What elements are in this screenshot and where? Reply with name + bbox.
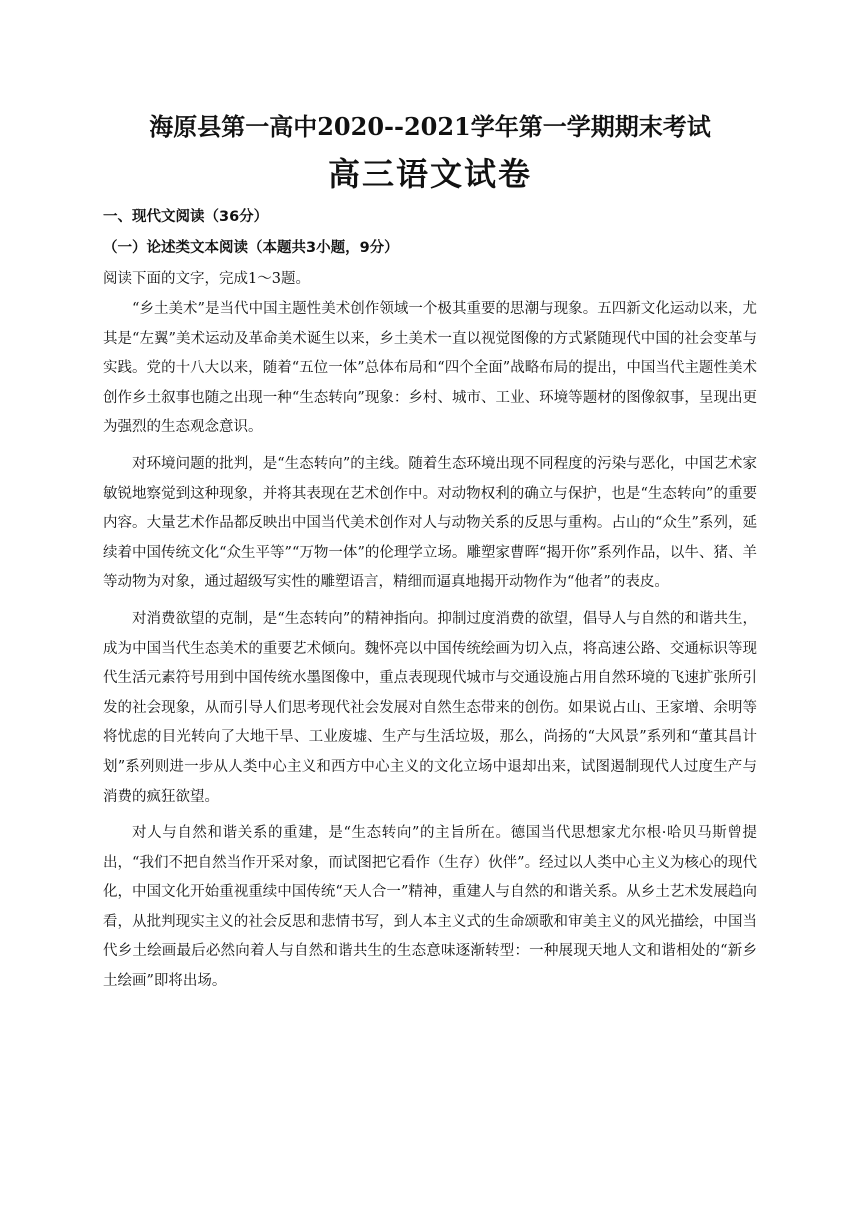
- section-heading: 一、现代文阅读（36分）: [103, 209, 269, 225]
- exam-subtitle: 高三语文试卷: [327, 155, 532, 193]
- reading-instruction: 阅读下面的文字，完成1～3题。: [103, 271, 310, 287]
- passage-paragraph-2: 对环境问题的批判，是“生态转向”的主线。随着生态环境出现不同程度的污染与恶化，中国艺术家敏锐地察觉到这种现象，并将其表现在艺术创作中。对动物权利的确立与保护，也是“生态转向”的重要内容。大量艺术作品都反映出中国当代美术创作对人与动物关系的反思与重构。占山的“众生”系列，延续着中国传统文化“众生平等”“万物一体”的伦理学立场。雕塑家曹晖“揭开你”系列作品，以牛、猪、羊等动物为对象，通过超级写实性的雕塑语言，精细而逼真地揭开动物作为“他者”的表皮。: [103, 455, 757, 591]
- passage-paragraph-3: 对消费欲望的克制，是“生态转向”的精神指向。抑制过度消费的欲望，倡导人与自然的和谐共生，成为中国当代生态美术的重要艺术倾向。魏怀亮以中国传统绘画为切入点，将高速公路、交通标识等现代生活元素符号用到中国传统水墨图像中，重点表现现代城市与交通设施占用自然环境的飞速扩张所引发的社会现象，从而引导人们思考现代社会发展对自然生态带来的创伤。如果说占山、王家增、余明等将忧虑的目光转向了大地干旱、工业废墟、生产与生活垃圾，那么，尚扬的“大风景”系列和“董其昌计划”系列则进一步从人类中心主义和西方中心主义的文化立场中退却出来，试图遏制现代人过度生产与消费的疯狂欲望。: [103, 610, 757, 805]
- passage-paragraph-1: “乡土美术”是当代中国主题性美术创作领域一个极其重要的思潮与现象。五四新文化运动以来，尤其是“左翼”美术运动及革命美术诞生以来，乡土美术一直以视觉图像的方式紧随现代中国的社会变革与实践。党的十八大以来，随着“五位一体”总体布局和“四个全面”战略布局的提出，中国当代主题性美术创作乡土叙事也随之出现一种“生态转向”现象：乡村、城市、工业、环境等题材的图像叙事，呈现出更为强烈的生态观念意识。: [103, 301, 757, 436]
- passage-paragraph-4: 对人与自然和谐关系的重建，是“生态转向”的主旨所在。德国当代思想家尤尔根·哈贝马斯曾提出，“我们不把自然当作开采对象，而试图把它看作（生存）伙伴”。经过以人类中心主义为核心的现代化，中国文化开始重视重续中国传统“天人合一”精神，重建人与自然的和谐关系。从乡土艺术发展趋向看，从批判现实主义的社会反思和悲情书写，到人本主义式的生命颂歌和审美主义的风光描绘，中国当代乡土绘画最后必然向着人与自然和谐共生的生态意味逐渐转型：一种展现天地人文和谐相处的“新乡土绘画”即将出场。: [103, 825, 757, 990]
- section-subheading: （一）论述类文本阅读（本题共3小题，9分）: [103, 240, 399, 256]
- exam-title: 海原县第一高中2020--2021学年第一学期期末考试: [149, 112, 711, 141]
